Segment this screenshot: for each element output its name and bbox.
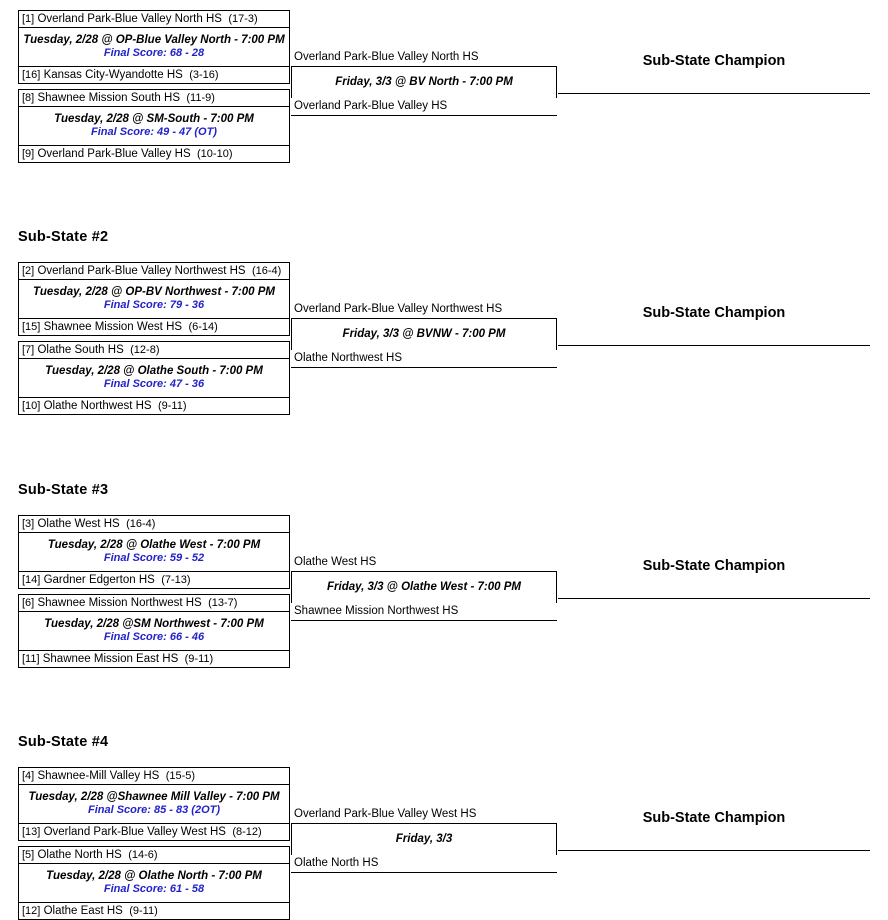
champion-label: Sub-State Champion [642, 558, 786, 574]
team-record: (6-14) [188, 321, 218, 333]
team-name: Olathe East HS [43, 905, 123, 917]
round2-game-info [291, 824, 557, 855]
game-info [19, 863, 289, 903]
round1-matchup [18, 767, 290, 841]
round1-matchup [18, 89, 290, 163]
game-info [19, 784, 289, 824]
game-info [19, 358, 289, 398]
team-seed: [7] [22, 344, 35, 356]
region-title: Sub-State #4 [18, 734, 109, 750]
game-final-score: Final Score: 66 - 46 [103, 631, 205, 643]
bracket-team-line [19, 319, 289, 335]
game-info [19, 27, 289, 67]
team-name: Shawnee Mission East HS [42, 653, 179, 665]
bracket-team-line [19, 90, 289, 106]
bracket-team-line [19, 768, 289, 784]
round2-bottom-team: Olathe Northwest HS [291, 350, 557, 368]
team-name: Overland Park-Blue Valley Northwest HS [37, 265, 246, 277]
team-name: Gardner Edgerton HS [43, 574, 155, 586]
game-datetime: Tuesday, 2/28 @ Olathe North - 7:00 PM [46, 870, 262, 882]
team-name: Shawnee-Mill Valley HS [37, 770, 160, 782]
round1-matchup [18, 846, 290, 920]
team-record: (17-3) [228, 13, 258, 25]
round2-bottom-team: Overland Park-Blue Valley HS [291, 98, 557, 116]
game-final-score: Final Score: 68 - 28 [103, 47, 205, 59]
game-info [19, 611, 289, 651]
team-record: (7-13) [161, 574, 191, 586]
round1-matchup [18, 10, 290, 84]
team-name: Overland Park-Blue Valley North HS [37, 13, 222, 25]
region-title: Sub-State #3 [18, 482, 109, 498]
game-datetime: Tuesday, 2/28 @ OP-BV Northwest - 7:00 PM [33, 286, 275, 298]
round2-top-team: Overland Park-Blue Valley Northwest HS [291, 301, 557, 319]
bracket-team-line [19, 572, 289, 588]
game-final-score: Final Score: 79 - 36 [103, 299, 205, 311]
game-datetime: Friday, 3/3 [395, 833, 453, 845]
team-name: Shawnee Mission Northwest HS [37, 597, 202, 609]
round2-matchup [291, 49, 557, 116]
team-seed: [14] [22, 574, 41, 586]
round2-game-info [291, 572, 557, 603]
bracket-team-line [19, 11, 289, 27]
bracket-team-line [19, 263, 289, 279]
region-title: Sub-State #2 [18, 229, 109, 245]
team-name: Olathe Northwest HS [43, 400, 152, 412]
game-datetime: Tuesday, 2/28 @ OP-Blue Valley North - 7:00 PM [23, 34, 285, 46]
team-seed: [10] [22, 400, 41, 412]
team-seed: [5] [22, 849, 35, 861]
game-datetime: Tuesday, 2/28 @SM Northwest - 7:00 PM [44, 618, 264, 630]
team-name: Kansas City-Wyandotte HS [43, 69, 183, 81]
team-name: Olathe South HS [37, 344, 124, 356]
team-record: (10-10) [197, 148, 233, 160]
bracket-team-line [19, 398, 289, 414]
game-final-score: Final Score: 85 - 83 (2OT) [87, 804, 221, 816]
round1-matchup [18, 515, 290, 589]
round1-matchup [18, 341, 290, 415]
team-seed: [12] [22, 905, 41, 917]
team-record: (9-11) [157, 400, 187, 412]
game-datetime: Tuesday, 2/28 @ Olathe West - 7:00 PM [47, 539, 261, 551]
bracket-team-line [19, 847, 289, 863]
champion-label: Sub-State Champion [642, 810, 786, 826]
team-record: (9-11) [129, 905, 158, 917]
game-info [19, 532, 289, 572]
round1-matchup [18, 594, 290, 668]
game-datetime: Tuesday, 2/28 @Shawnee Mill Valley - 7:00 PM [28, 791, 280, 803]
game-final-score: Final Score: 49 - 47 (OT) [91, 126, 217, 138]
game-final-score: Final Score: 59 - 52 [103, 552, 205, 564]
champion-line [558, 597, 870, 599]
team-record: (13-7) [208, 597, 238, 609]
team-seed: [4] [22, 770, 35, 782]
team-record: (9-11) [184, 653, 214, 665]
team-record: (15-5) [165, 770, 196, 782]
game-datetime: Friday, 3/3 @ Olathe West - 7:00 PM [327, 581, 521, 593]
round2-game-info [291, 319, 557, 350]
bracket-team-line [19, 342, 289, 358]
bracket-team-line [19, 595, 289, 611]
bracket-team-line [19, 903, 289, 919]
round2-matchup [291, 301, 557, 368]
team-seed: [16] [22, 69, 41, 81]
round2-bottom-team: Olathe North HS [291, 855, 557, 873]
team-record: (12-8) [130, 344, 160, 356]
game-datetime: Tuesday, 2/28 @ Olathe South - 7:00 PM [45, 365, 263, 377]
game-datetime: Tuesday, 2/28 @ SM-South - 7:00 PM [54, 113, 254, 125]
bracket-team-line [19, 516, 289, 532]
round2-matchup [291, 806, 557, 873]
team-record: (8-12) [232, 826, 262, 838]
bracket-team-line [19, 146, 289, 162]
team-seed: [1] [22, 13, 35, 25]
game-datetime: Friday, 3/3 @ BV North - 7:00 PM [335, 76, 513, 88]
team-seed: [3] [22, 518, 35, 530]
team-seed: [2] [22, 265, 35, 277]
team-record: (11-9) [186, 92, 215, 104]
team-name: Overland Park-Blue Valley West HS [43, 826, 226, 838]
team-seed: [8] [22, 92, 35, 104]
champion-line [558, 92, 870, 94]
game-final-score: Final Score: 47 - 36 [103, 378, 205, 390]
team-name: Overland Park-Blue Valley HS [37, 148, 191, 160]
team-record: (16-4) [251, 265, 282, 277]
team-name: Olathe West HS [37, 518, 120, 530]
game-final-score: Final Score: 61 - 58 [103, 883, 205, 895]
round1-matchup [18, 262, 290, 336]
round2-top-team: Overland Park-Blue Valley North HS [291, 49, 557, 67]
team-seed: [6] [22, 597, 35, 609]
round2-matchup [291, 554, 557, 621]
champion-line [558, 344, 870, 346]
bracket-team-line [19, 67, 289, 83]
game-info [19, 279, 289, 319]
game-info [19, 106, 289, 146]
champion-line [558, 849, 870, 851]
team-seed: [13] [22, 826, 41, 838]
team-name: Shawnee Mission South HS [37, 92, 180, 104]
team-seed: [9] [22, 148, 35, 160]
team-seed: [11] [22, 653, 40, 665]
bracket-team-line [19, 824, 289, 840]
champion-label: Sub-State Champion [642, 305, 786, 321]
round2-bottom-team: Shawnee Mission Northwest HS [291, 603, 557, 621]
round2-top-team: Olathe West HS [291, 554, 557, 572]
team-name: Shawnee Mission West HS [43, 321, 183, 333]
game-datetime: Friday, 3/3 @ BVNW - 7:00 PM [342, 328, 506, 340]
champion-label: Sub-State Champion [642, 53, 786, 69]
bracket-team-line [19, 651, 289, 667]
team-record: (3-16) [189, 69, 219, 81]
round2-game-info [291, 67, 557, 98]
team-record: (16-4) [126, 518, 156, 530]
round2-top-team: Overland Park-Blue Valley West HS [291, 806, 557, 824]
team-record: (14-6) [128, 849, 158, 861]
team-seed: [15] [22, 321, 41, 333]
team-name: Olathe North HS [37, 849, 122, 861]
